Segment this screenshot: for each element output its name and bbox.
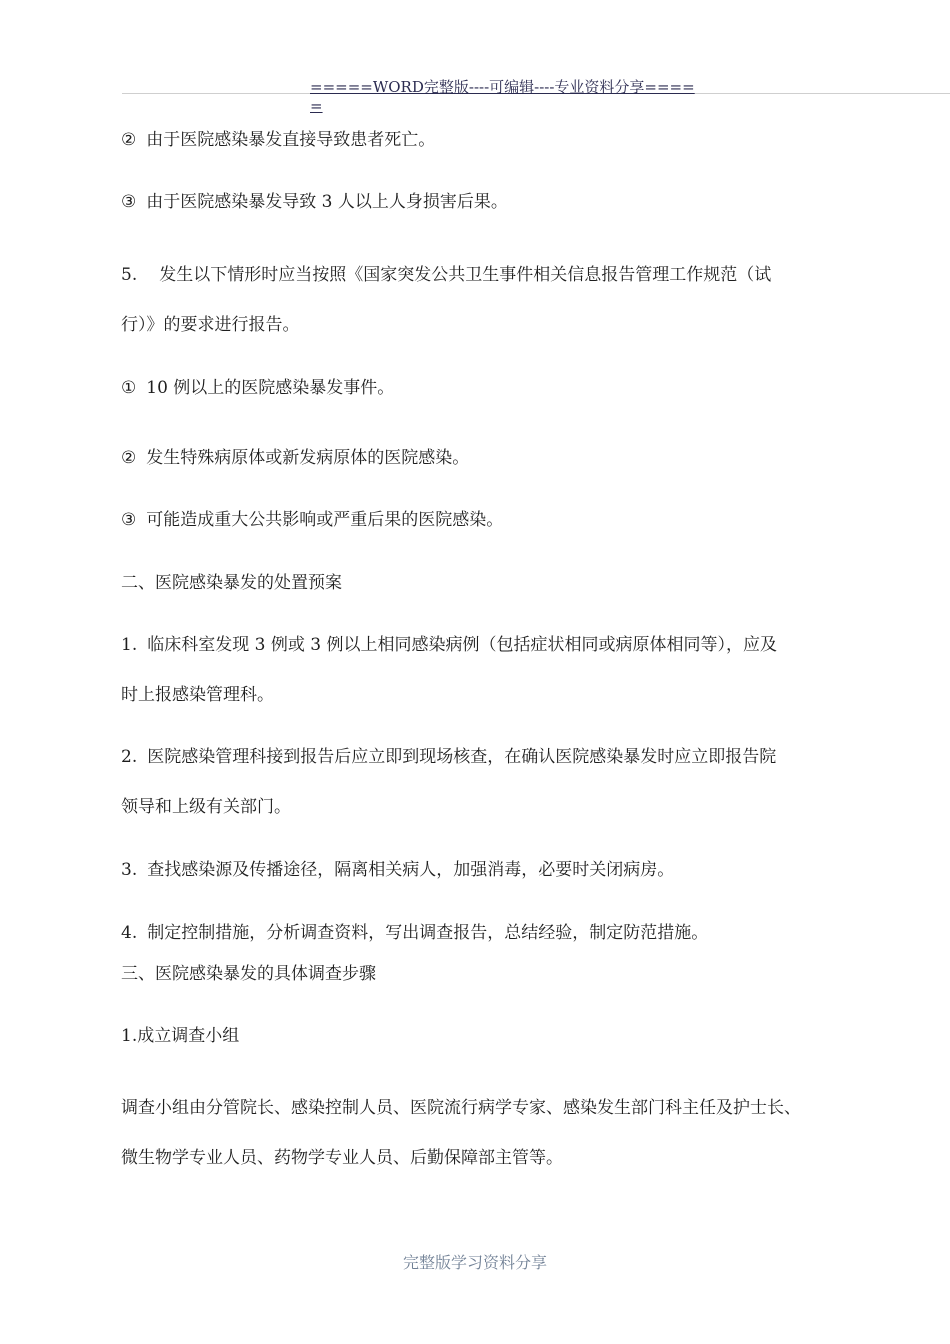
- item-text: 10 例以上的医院感染暴发事件。: [146, 378, 395, 398]
- list-item: [121, 746, 776, 768]
- list-item: [121, 264, 771, 286]
- item-text: 医院感染管理科接到报告后应立即到现场核查，在确认医院感染暴发时应立即报告院: [147, 747, 777, 767]
- item-text: 制定控制措施，分析调查资料，写出调查报告，总结经验，制定防范措施。: [147, 923, 709, 943]
- item-text: 微生物学专业人员、药物学专业人员、后勤保障部主管等。: [121, 1148, 563, 1168]
- list-item: [121, 922, 708, 944]
- footer-text: 完整版学习资料分享: [402, 1253, 547, 1272]
- list-item: [121, 377, 394, 399]
- item-text: 行）》的要求进行报告。: [121, 315, 300, 335]
- subsection-heading: [121, 1025, 239, 1047]
- paragraph-line: [121, 684, 274, 706]
- header-banner: =====WORD完整版----可编辑----专业资料分享=====: [310, 78, 695, 115]
- section-heading: [121, 572, 342, 594]
- item-marker: 4.: [121, 923, 138, 943]
- list-item: [121, 129, 435, 151]
- item-text: 时上报感染管理科。: [121, 685, 274, 705]
- list-item: [121, 509, 503, 531]
- item-marker: 2.: [121, 747, 138, 767]
- item-marker: 1.: [121, 635, 138, 655]
- item-text: 发生以下情形时应当按照《国家突发公共卫生事件相关信息报告管理工作规范（试: [159, 265, 772, 285]
- item-text: 领导和上级有关部门。: [121, 797, 291, 817]
- item-text: 可能造成重大公共影响或严重后果的医院感染。: [146, 510, 504, 530]
- item-text: 发生特殊病原体或新发病原体的医院感染。: [146, 448, 470, 468]
- paragraph-line: [121, 1097, 801, 1119]
- item-marker: ①: [121, 378, 137, 398]
- item-text: 由于医院感染暴发直接导致患者死亡。: [146, 130, 436, 150]
- item-marker: ③: [121, 192, 137, 212]
- paragraph-line: [121, 314, 300, 336]
- item-text: 由于医院感染暴发导致 3 人以上人身损害后果。: [146, 192, 508, 212]
- list-item: [121, 634, 777, 656]
- item-marker: ②: [121, 448, 137, 468]
- list-item: [121, 191, 508, 213]
- item-marker: 5.: [121, 265, 138, 285]
- section-heading-text: 二、医院感染暴发的处置预案: [121, 573, 342, 593]
- paragraph-line: [121, 796, 291, 818]
- item-text: 临床科室发现 3 例或 3 例以上相同感染病例（包括症状相同或病原体相同等），应及: [147, 635, 777, 655]
- subsection-heading-text: 1.成立调查小组: [121, 1026, 240, 1046]
- item-marker: ②: [121, 130, 137, 150]
- paragraph-line: [121, 1147, 563, 1169]
- list-item: [121, 447, 469, 469]
- section-heading-text: 三、医院感染暴发的具体调查步骤: [121, 964, 376, 984]
- item-text: 调查小组由分管院长、感染控制人员、医院流行病学专家、感染发生部门科主任及护士长、: [121, 1098, 801, 1118]
- section-heading: [121, 963, 376, 985]
- item-marker: 3.: [121, 860, 138, 880]
- item-text: 查找感染源及传播途径，隔离相关病人，加强消毒，必要时关闭病房。: [147, 860, 675, 880]
- list-item: [121, 859, 674, 881]
- item-marker: ③: [121, 510, 137, 530]
